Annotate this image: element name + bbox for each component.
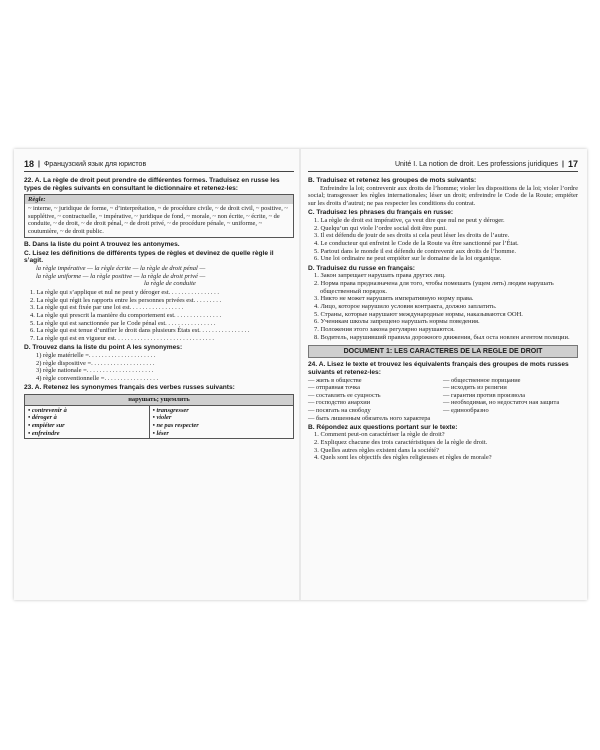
page-number: 18	[24, 159, 35, 169]
rule-chain: la règle uniforme — la règle positive — la règle de droit privé —	[36, 272, 206, 280]
phrases-column	[308, 377, 443, 423]
phrase-item: — исходить из религии	[443, 384, 507, 392]
sentence-item: 2. Норма права предназначена для того, чтобы помешать (ущем лять) людям нарушать общественный порядок.	[314, 279, 554, 295]
french-sentences	[308, 217, 578, 263]
sentence-item: 5. Partout dans le monde il est défendu de contrevenir aux droits de l’homme.	[314, 247, 516, 255]
definition-item: 7. La règle qui est en vigueur est. . . . . . . . . . . . . . . . . . . . . . . . . . . . . . .	[30, 335, 214, 343]
synonym-item: 4) règle conventionnelle =. . . . . . . . . . . . . . . . .	[36, 375, 159, 383]
exercise-24a: 24. A. Lisez le texte et trouvez les équivalents français des groupes de mots russes suivants et retenez-les:	[308, 361, 569, 377]
synonym-item: 2) règle dispositive =. . . . . . . . . . . . . . . . . . . .	[36, 359, 155, 367]
definition-item: 6. La règle qui est tenue d’unifier le droit dans plusieurs États est. . . . . . . . . . . . . . . .	[30, 327, 250, 335]
phrase-item: — господство анархии	[308, 399, 371, 407]
sentence-item: 5. Страны, которые нарушают международные нормы, наказываются ООН.	[314, 310, 523, 318]
left-page	[14, 149, 300, 600]
question-item: 3. Quelles autres règles existent dans la société?	[314, 446, 439, 454]
rule-chain: la règle impérative — la règle écrite — la règle de droit pénal —	[36, 264, 206, 272]
phrases-column	[443, 377, 578, 423]
phrase-item: — быть лишенным обязатель ного характера	[308, 414, 431, 422]
table-cell: • déroger à	[28, 414, 57, 422]
definition-item: 3. La règle qui est fixée par une loi est. . . . . . . . . . . . . . . . .	[30, 304, 184, 312]
sentence-item: 6. Une loi ordinaire ne peut empiéter sur le domaine de la loi organique.	[314, 255, 502, 263]
question-item: 4. Quels sont les objectifs des règles religieuses et règles de morale?	[314, 454, 492, 462]
box-body: ~ interne, ~ juridique de forme, ~ d’interprétation, ~ de procédure civile, ~ de droit civil, ~ positive, ~ supplétive, ~ contractuelle, ~ impérative, ~ juridique de fond, ~ morale, ~ non écrite, ~ écrite, ~ de conduite, ~ de droit, ~ de droit pénal, ~ de droit privé, ~ de procédure pénale, ~ uniforme, ~ coutumière, ~ de droit public.	[28, 205, 288, 235]
exercise-23d: D. Traduisez du russe en français:	[308, 264, 415, 272]
phrase-item: — общественное порицание	[443, 376, 521, 384]
sentence-item: 6. Ученикам школы запрещено нарушать нормы поведения.	[314, 318, 480, 326]
table-cell: • léser	[152, 429, 169, 437]
phrase-item: — составлять ее сущность	[308, 391, 381, 399]
table-cell: • transgresser	[152, 406, 189, 414]
synonym-item: 1) règle matérielle =. . . . . . . . . . . . . . . . . . . . .	[36, 351, 156, 359]
question-item: 1. Comment peut-on caractériser la règle de droit?	[314, 431, 445, 439]
phrase-item: — жить в обществе	[308, 376, 362, 384]
phrase-item: — единообразно	[443, 407, 489, 414]
sentence-item: 8. Водитель, нарушивший правила дорожного движения, был оста новлен агентом полиции.	[314, 333, 570, 341]
exercise-22b: B. Dans la liste du point A trouvez les antonymes.	[24, 240, 180, 248]
phrase-item: — необходимая, но недостаточ ная защита	[443, 399, 560, 407]
table-header: нарушать; ущемлять	[25, 394, 294, 405]
running-title: Unité I. La notion de droit. Les professions juridiques	[394, 160, 559, 168]
box-title: Règle:	[25, 195, 293, 204]
divider: |	[38, 160, 40, 168]
right-page	[301, 149, 587, 600]
sentence-item: 1. Закон запрещает нарушать права других лиц.	[314, 272, 446, 280]
book-spread	[14, 149, 587, 600]
document-title-bar: DOCUMENT 1: LES CARACTERES DE LA REGLE DE DROIT	[308, 345, 578, 358]
sentence-item: 2. Quelqu’un qui viole l’ordre social doit être puni.	[314, 224, 447, 232]
synonyms-list	[24, 352, 294, 383]
definition-item: 1. La règle qui s’applique et nul ne peut y déroger est. . . . . . . . . . . . . . . .	[30, 288, 219, 296]
exercise-22a: 22. A. La règle de droit peut prendre de différentes formes. Traduisez en russe les types de règles suivants en consultant le dictionnaire et retenez-les:	[24, 177, 280, 192]
definitions-list	[24, 289, 294, 343]
exercise-23b: B. Traduisez et retenez les groupes de mots suivants:	[308, 177, 477, 184]
page-number: 17	[567, 159, 578, 169]
question-item: 2. Expliquez chacune des trois caractéristiques de la règle de droit.	[314, 438, 488, 446]
sentence-item: 3. Никто не может нарушить императивную норму права.	[314, 295, 474, 303]
table-cell: • ne pas respecter	[152, 421, 199, 429]
russian-phrases-grid	[308, 377, 578, 423]
running-head-right	[308, 159, 578, 172]
verb-synonyms-table	[24, 394, 294, 440]
definition-item: 4. La règle qui prescrit la manière du comportement est. . . . . . . . . . . . . . .	[30, 312, 222, 320]
definition-item: 2. La règle qui régit les rapports entre les personnes privées est. . . . . . . . .	[30, 296, 222, 304]
russian-sentences	[308, 272, 578, 341]
sentence-item: 3. Il est défendu de jouir de ses droits si cela peut léser les droits de l’autre.	[314, 232, 510, 240]
running-title: Французский язык для юристов	[43, 160, 147, 168]
questions-list	[308, 431, 578, 462]
exercise-22c: C. Lisez les définitions de différents types de règles et devinez de quelle règle il s’agit.	[24, 249, 274, 265]
exercise-23b-body: Enfreindre la loi; contrevenir aux droits de l’homme; violer les dispositions de la loi; violer l’ordre social; transgresser les règles internationales; léser un droit; enfreindre le Code de la Route; empiéter sur les droits d’autrui; ne pas respecter les conditions du contrat.	[308, 184, 578, 207]
sentence-item: 7. Положения этого закона регулярно нарушаются.	[314, 326, 455, 334]
exercise-24b: B. Répondez aux questions portant sur le texte:	[308, 423, 458, 431]
phrase-item: — посягать на свободу	[308, 407, 371, 414]
table-cell: • contrevenir à	[28, 406, 67, 414]
definition-item: 5. La règle qui est sanctionnée par le Code pénal est. . . . . . . . . . . . . . . .	[30, 319, 216, 327]
synonym-item: 3) règle nationale =. . . . . . . . . . . . . . . . . . . . .	[36, 367, 154, 375]
rule-chain: la règle de conduite	[144, 280, 196, 288]
table-cell: • empiéter sur	[28, 421, 65, 429]
exercise-23a: 23. A. Retenez les synonymes français des verbes russes suivants:	[24, 384, 235, 392]
table-column	[149, 405, 293, 439]
phrase-item: — отправная точка	[308, 384, 360, 392]
running-head-left	[24, 159, 294, 172]
sentence-item: 1. La règle de droit est impérative, ça veut dire que nul ne peut y déroger.	[314, 216, 505, 224]
exercise-23c: C. Traduisez les phrases du français en russe:	[308, 209, 454, 217]
sentence-item: 4. Лицо, которое нарушило условия контракта, должно заплатить.	[314, 302, 497, 310]
exercise-22d: D. Trouvez dans la liste du point A les synonymes:	[24, 344, 183, 352]
divider: |	[562, 160, 564, 168]
sentence-item: 4. Le conducteur qui enfreint le Code de la Route va être sanctionné par l’État.	[314, 239, 519, 247]
phrase-item: — гарантия против произвола	[443, 391, 526, 399]
table-cell: • violer	[152, 414, 172, 422]
rule-types-box	[24, 194, 294, 237]
table-cell: • enfreindre	[28, 429, 60, 437]
table-column	[25, 405, 150, 439]
